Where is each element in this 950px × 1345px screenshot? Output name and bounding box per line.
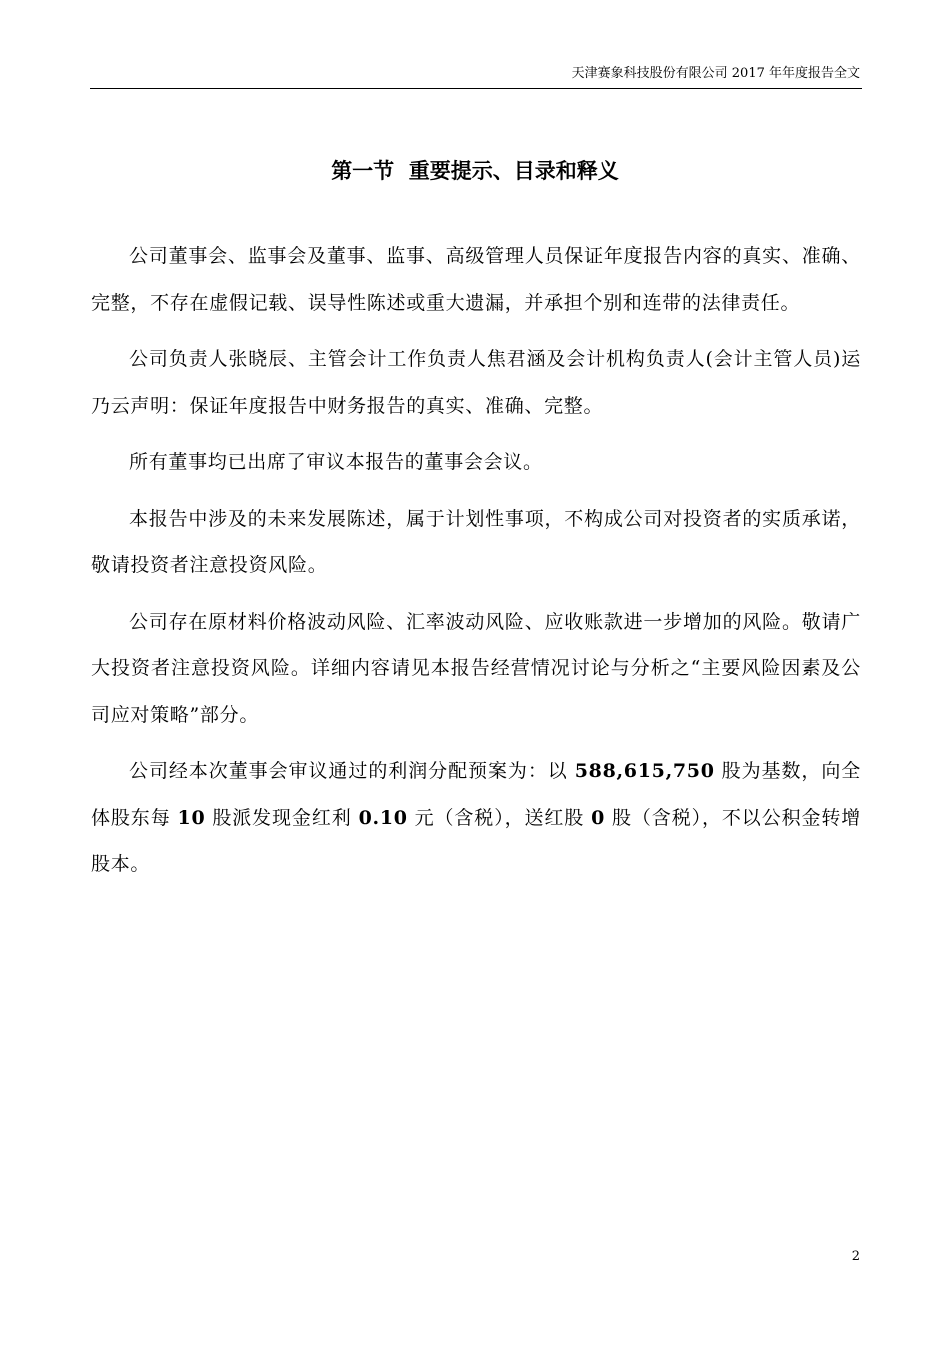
paragraph-profit-distribution: [91, 748, 861, 888]
shares-base-value: 588,615,750: [574, 760, 715, 782]
profit-text-1: 公司经本次董事会审议通过的利润分配预案为：以: [129, 760, 575, 782]
body-text: [91, 233, 861, 898]
running-header: 天津赛象科技股份有限公司 2017 年年度报告全文: [571, 66, 860, 81]
profit-text-5: 股（含税），不以公积金转增股本。: [91, 806, 862, 875]
paragraph-risk-notice: 公司存在原材料价格波动风险、汇率波动风险、应收账款进一步增加的风险。敬请广大投资者注意投资风险。详细内容请见本报告经营情况讨论与分析之“主要风险因素及公司应对策略”部分。: [91, 610, 861, 726]
cash-dividend-value: 0.10: [358, 806, 408, 829]
paragraph-board-attendance: 所有董事均已出席了审议本报告的董事会会议。: [129, 451, 543, 473]
paragraph-forward-looking-disclaimer: 本报告中涉及的未来发展陈述，属于计划性事项，不构成公司对投资者的实质承诺，敬请投资者注意投资风险。: [91, 507, 861, 576]
profit-text-4: 元（含税），送红股: [407, 806, 592, 829]
profit-text-2: 股为基数，向全体股东每: [91, 760, 861, 829]
page-number: 2: [851, 1249, 860, 1264]
bonus-shares-value: 0: [591, 806, 606, 829]
section-title: 第一节 重要提示、目录和释义: [331, 158, 619, 183]
header-divider: [90, 88, 862, 89]
paragraph-responsibility-statement: 公司董事会、监事会及董事、监事、高级管理人员保证年度报告内容的真实、准确、完整，不存在虚假记载、误导性陈述或重大遗漏，并承担个别和连带的法律责任。: [91, 245, 861, 314]
profit-text-3: 股派发现金红利: [205, 806, 359, 829]
paragraph-financial-statement-declaration: 公司负责人张晓辰、主管会计工作负责人焦君涵及会计机构负责人(会计主管人员)运乃云声明：保证年度报告中财务报告的真实、准确、完整。: [91, 348, 861, 417]
per-shares-value: 10: [177, 806, 206, 829]
